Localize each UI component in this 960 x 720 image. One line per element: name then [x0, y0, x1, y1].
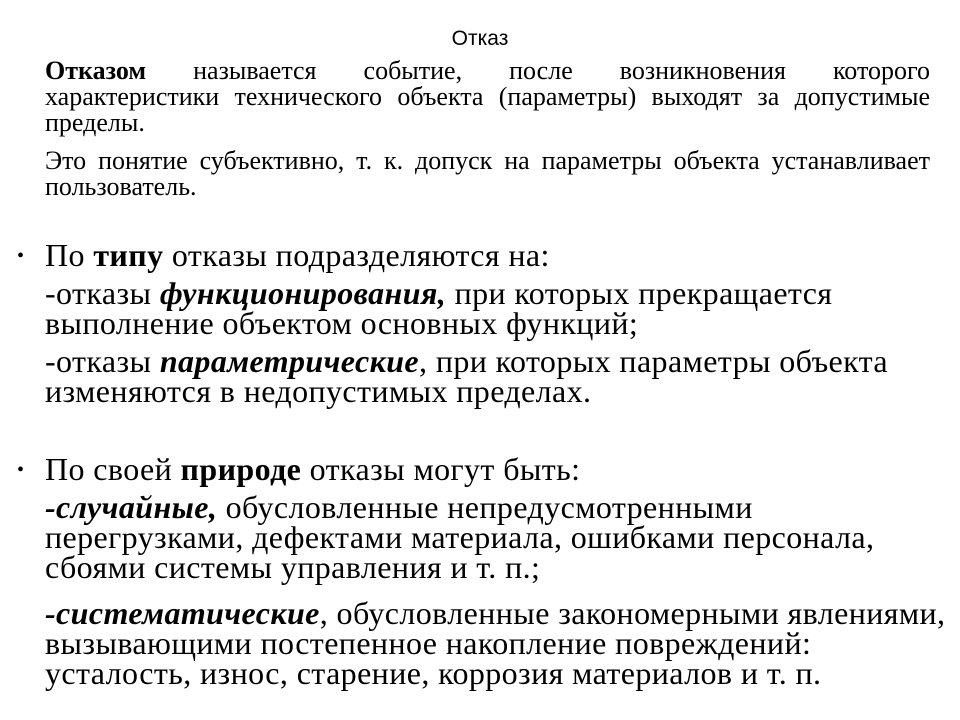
text-segment: -отказы — [45, 343, 160, 379]
bullet-subitem — [45, 489, 930, 585]
text-line: вызывающими постепенное накопление повреждений: — [45, 625, 812, 661]
text-line — [45, 58, 930, 84]
text-line: перегрузками, дефектами материала, ошибками персонала, — [45, 519, 875, 555]
text-segment: По своей — [45, 451, 181, 487]
text-segment: обусловленные непредусмотренными — [217, 489, 753, 525]
bold-term: природе — [180, 451, 302, 487]
bullet-subitem — [45, 275, 930, 341]
bullet-subitem — [45, 595, 946, 691]
bold-term: типу — [93, 237, 164, 273]
text-segment: , обусловленные закономерными явлениями, — [319, 595, 946, 631]
text-segment: , при которых параметры объекта — [419, 343, 889, 379]
text-line: пользователь. — [45, 172, 197, 201]
bullet-icon: • — [17, 245, 25, 267]
bullet-group-type — [17, 237, 930, 409]
text-line: характеристики технического объекта (параметры) выходят за допустимые — [45, 82, 930, 111]
bullet-subitem — [45, 343, 930, 409]
intro-paragraph-1 — [45, 58, 930, 136]
bullet-head — [17, 451, 930, 487]
text-segment: при которых прекращается — [446, 275, 833, 311]
text-segment: отказы подразделяются на: — [163, 237, 550, 273]
text-segment: По — [45, 237, 94, 273]
bullet-list — [17, 237, 946, 691]
text-line — [45, 595, 946, 631]
emphasis-term: параметрические — [159, 343, 420, 379]
bold-term: Отказом — [45, 56, 147, 85]
text-line — [45, 489, 930, 525]
text-line: усталость, износ, старение, коррозия материалов и т. п. — [45, 655, 822, 691]
text-segment: -отказы — [45, 275, 160, 311]
emphasis-term: функционирования, — [159, 275, 447, 311]
emphasis-term: -случайные, — [45, 489, 218, 525]
intro-block — [45, 58, 930, 200]
text-line: изменяются в недопустимых пределах. — [45, 373, 592, 409]
text-line: выполнение объектом основных функций; — [45, 305, 639, 341]
text-line — [45, 275, 930, 311]
text-line: пределы. — [45, 108, 145, 137]
emphasis-term: -систематические — [45, 595, 320, 631]
intro-paragraph-2 — [45, 148, 930, 200]
text-line — [45, 343, 930, 379]
text-line: сбоями системы управления и т. п.; — [45, 549, 541, 585]
text-line: Это понятие субъективно, т. к. допуск на параметры объекта устанавливает — [45, 146, 930, 175]
text-segment: называется событие, после возникновения которого — [146, 56, 930, 85]
bullet-head — [17, 237, 930, 273]
bullet-icon: • — [17, 459, 25, 481]
bullet-group-nature — [17, 451, 946, 691]
slide-title: Отказ — [451, 27, 509, 50]
text-segment: отказы могут быть: — [301, 451, 581, 487]
